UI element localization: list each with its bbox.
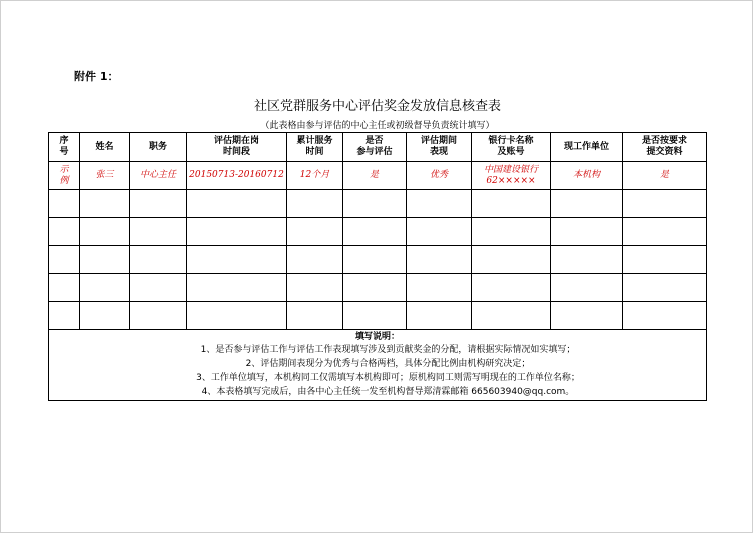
empty-cell[interactable] [407,302,472,330]
notes-item-1: 1、是否参与评估工作与评估工作表现填写涉及到贡献奖金的分配，请根据实际情况如实填写； [200,344,576,355]
header-cell-2 [80,133,130,162]
empty-cell[interactable] [187,246,287,274]
example-text: 12个月 [299,170,330,180]
header-cell-4 [187,133,287,162]
notes-item-2: 2、评估期间表现分为优秀与合格两档，具体分配比例由机构研究决定； [245,358,531,369]
example-cell-9 [551,162,623,190]
empty-cell[interactable] [80,274,130,302]
header-text: 是否按要求 [641,136,687,146]
table-row [49,302,707,330]
empty-cell[interactable] [130,218,187,246]
empty-cell[interactable] [343,218,407,246]
empty-cell[interactable] [407,274,472,302]
example-cell-5 [287,162,343,190]
empty-cell[interactable] [130,302,187,330]
empty-cell[interactable] [80,190,130,218]
empty-cell[interactable] [130,190,187,218]
empty-cell[interactable] [623,218,707,246]
example-cell-2 [80,162,130,190]
header-text: 号 [59,147,69,157]
empty-cell[interactable] [343,302,407,330]
header-text: 评估期间 [420,136,457,146]
empty-cell[interactable] [80,218,130,246]
empty-cell[interactable] [49,302,80,330]
example-text: 中心主任 [139,170,176,180]
empty-cell[interactable] [187,190,287,218]
empty-cell[interactable] [80,302,130,330]
notes-row [49,330,707,401]
empty-cell[interactable] [130,274,187,302]
header-cell-8 [472,133,551,162]
header-text: 时间段 [222,147,250,157]
empty-cell[interactable] [623,302,707,330]
header-text: 职务 [148,141,167,152]
empty-cell[interactable] [407,190,472,218]
empty-cell[interactable] [551,190,623,218]
empty-cell[interactable] [49,274,80,302]
empty-cell[interactable] [551,274,623,302]
table-row [49,246,707,274]
example-cell-10 [623,162,707,190]
header-cell-5 [287,133,343,162]
example-text: 是 [369,170,379,180]
example-cell-7 [407,162,472,190]
empty-cell[interactable] [287,274,343,302]
example-text: 优秀 [429,170,448,180]
header-cell-9 [551,133,623,162]
example-text: 本机构 [572,170,600,180]
empty-cell[interactable] [49,218,80,246]
header-text: 现工作单位 [563,141,609,152]
empty-cell[interactable] [80,246,130,274]
table-row [49,274,707,302]
empty-cell[interactable] [130,246,187,274]
empty-cell[interactable] [187,274,287,302]
example-cell-8 [472,162,551,190]
header-text: 是否 [365,136,384,146]
notes-item-3: 3、工作单位填写，本机构同工仅需填写本机构即可；原机构同工则需写明现在的工作单位名称； [196,372,580,383]
empty-cell[interactable] [407,246,472,274]
empty-cell[interactable] [551,246,623,274]
empty-cell[interactable] [551,218,623,246]
empty-cell[interactable] [343,190,407,218]
empty-cell[interactable] [287,302,343,330]
empty-cell[interactable] [551,302,623,330]
empty-cell[interactable] [472,218,551,246]
header-cell-6 [343,133,407,162]
empty-cell[interactable] [472,274,551,302]
header-text: 银行卡名称 [488,136,534,146]
empty-cell[interactable] [623,246,707,274]
example-text: 示 [59,164,69,175]
header-cell-1 [49,133,80,162]
empty-cell[interactable] [407,218,472,246]
empty-cell[interactable] [49,190,80,218]
empty-cell[interactable] [187,218,287,246]
example-text: 62××××× [486,175,536,186]
form-title: 社区党群服务中心评估奖金发放信息核查表 [253,99,501,114]
example-text: 例 [59,175,69,186]
empty-cell[interactable] [49,246,80,274]
header-text: 表现 [429,147,448,157]
example-text: 中国建设银行 [483,164,538,175]
header-text: 累计服务 [296,136,333,146]
header-text: 评估期在岗 [213,136,259,146]
empty-cell[interactable] [472,190,551,218]
header-cell-3 [130,133,187,162]
notes-title: 填写说明： [354,331,400,342]
empty-cell[interactable] [472,302,551,330]
header-text: 参与评估 [356,147,393,157]
table-row [49,218,707,246]
table-header-row [49,133,707,162]
empty-cell[interactable] [623,190,707,218]
empty-cell[interactable] [287,190,343,218]
example-text: 张三 [95,170,114,180]
header-text: 序 [59,136,69,146]
empty-cell[interactable] [343,274,407,302]
example-row [49,162,707,190]
attachment-label: 附件 1： [74,70,119,83]
example-cell-6 [343,162,407,190]
empty-cell[interactable] [623,274,707,302]
header-text: 时间 [305,147,324,157]
table-row [49,190,707,218]
notes-item-4: 4、本表格填写完成后，由各中心主任统一发至机构督导郑清霖邮箱 665603940@qq.com。 [201,386,575,397]
form-subtitle: （此表格由参与评估的中心主任或初级督导负责统计填写） [260,121,495,131]
header-text: 及账号 [497,147,525,157]
example-cell-3 [130,162,187,190]
example-text: 20150713-20160712 [189,170,284,180]
verification-table [48,132,707,401]
empty-cell[interactable] [187,302,287,330]
header-text: 提交资料 [646,147,683,157]
header-cell-7 [407,133,472,162]
example-cell-4 [187,162,287,190]
header-cell-10 [623,133,707,162]
empty-cell[interactable] [343,246,407,274]
empty-cell[interactable] [287,218,343,246]
example-cell-1 [49,162,80,190]
notes-cell [49,330,707,401]
example-text: 是 [659,170,669,180]
header-text: 姓名 [95,141,114,152]
empty-cell[interactable] [287,246,343,274]
empty-cell[interactable] [472,246,551,274]
